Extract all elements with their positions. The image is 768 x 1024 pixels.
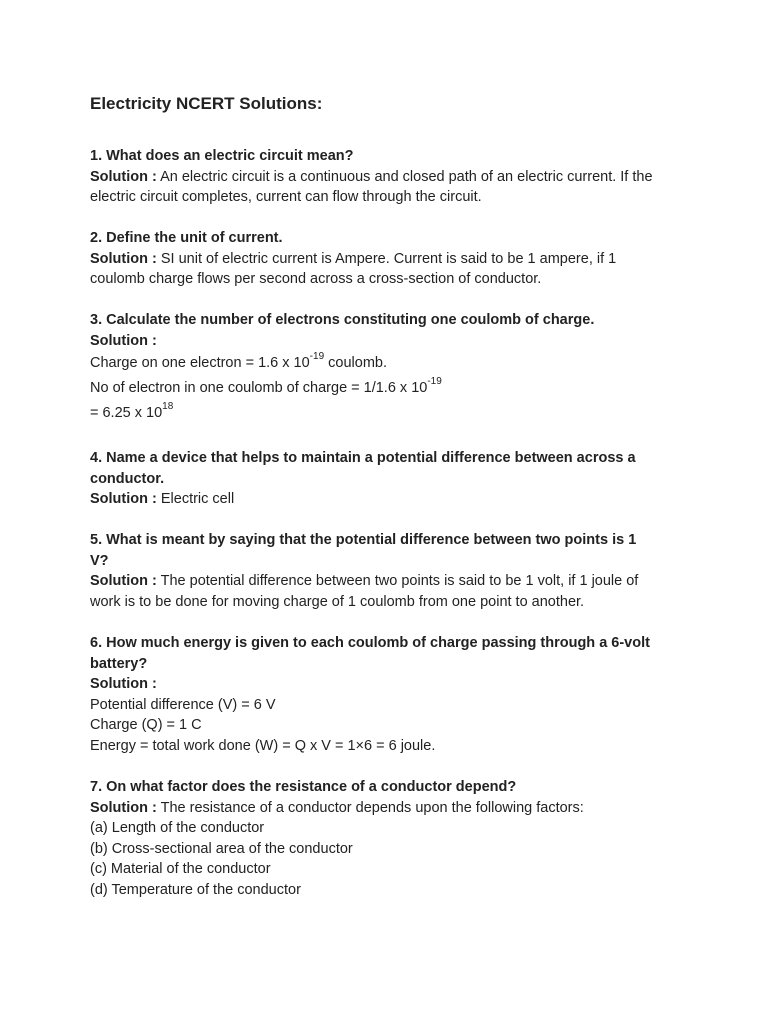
question-3: 3. Calculate the number of electrons constituting one coulomb of charge. xyxy=(90,312,595,328)
answer-6-line-3: Energy = total work done (W) = Q x V = 1×6 = 6 joule. xyxy=(90,737,436,754)
answer-2-line-1 xyxy=(90,249,690,270)
solution-label: Solution : xyxy=(90,250,157,267)
qa-block-5 xyxy=(90,530,690,612)
answer-6-line-1: Potential difference (V) = 6 V xyxy=(90,696,276,713)
answer-3-line-1-exponent: -19 xyxy=(309,351,325,363)
factor-item: (a) Length of the conductor xyxy=(90,820,265,837)
answer-7-intro xyxy=(90,798,690,819)
factor-item: (d) Temperature of the conductor xyxy=(90,881,301,898)
qa-block-7 xyxy=(90,777,690,901)
question-7: 7. On what factor does the resistance of a conductor depend? xyxy=(90,779,517,795)
question-6-line-1: 6. How much energy is given to each coulomb of charge passing through a 6-volt xyxy=(90,635,650,651)
answer-3-line-1-unit: coulomb. xyxy=(324,355,387,372)
qa-block-2 xyxy=(90,228,690,290)
answer-3-line-3-exponent: 18 xyxy=(162,401,174,413)
answer-3-line-3 xyxy=(90,401,690,426)
answer-1-line-2: electric circuit completes, current can flow through the circuit. xyxy=(90,189,482,206)
question-5-line-1: 5. What is meant by saying that the potential difference between two points is 1 xyxy=(90,532,637,548)
qa-block-4 xyxy=(90,448,690,510)
answer-3-line-1-text: Charge on one electron = 1.6 x 10 xyxy=(90,355,310,372)
page-title: Electricity NCERT Solutions: xyxy=(90,94,323,113)
qa-block-1 xyxy=(90,146,690,208)
answer-2-text: SI unit of electric current is Ampere. Current is said to be 1 ampere, if 1 xyxy=(156,250,617,267)
answer-5-text: The potential difference between two points is said to be 1 volt, if 1 joule of xyxy=(156,573,639,590)
answer-1-text: An electric circuit is a continuous and closed path of an electric current. If the xyxy=(156,168,653,185)
solution-3-label: Solution : xyxy=(90,332,157,349)
answer-5-line-2: work is to be done for moving charge of 1 coulomb from one point to another. xyxy=(90,593,585,610)
answer-3-line-2-text: No of electron in one coulomb of charge = 1/1.6 x 10 xyxy=(90,380,428,397)
answer-2-line-2: coulomb charge flows per second across a cross-section of conductor. xyxy=(90,271,542,288)
answer-4 xyxy=(90,489,690,510)
answer-4-text: Electric cell xyxy=(156,491,235,508)
solution-label: Solution : xyxy=(90,799,157,816)
question-4-line-1: 4. Name a device that helps to maintain a potential difference between across a xyxy=(90,450,636,466)
answer-3-line-2 xyxy=(90,376,690,401)
question-1: 1. What does an electric circuit mean? xyxy=(90,148,354,164)
question-4-line-2: conductor. xyxy=(90,470,165,487)
answer-1-line-1 xyxy=(90,167,690,188)
answer-5-line-1 xyxy=(90,571,690,592)
solution-6-label: Solution : xyxy=(90,676,157,693)
question-5-line-2: V? xyxy=(90,552,109,569)
answer-3-line-2-exponent: -19 xyxy=(427,376,442,388)
answer-6-line-2: Charge (Q) = 1 C xyxy=(90,717,202,734)
solution-label: Solution : xyxy=(90,168,157,185)
qa-block-3 xyxy=(90,310,690,426)
factor-item: (c) Material of the conductor xyxy=(90,861,271,878)
question-2: 2. Define the unit of current. xyxy=(90,230,283,246)
answer-7-text: The resistance of a conductor depends upon the following factors: xyxy=(156,799,584,816)
solution-label: Solution : xyxy=(90,573,157,590)
solution-label: Solution : xyxy=(90,491,157,508)
answer-3-line-1 xyxy=(90,351,690,376)
question-6-line-2: battery? xyxy=(90,655,148,672)
factor-item: (b) Cross-sectional area of the conductor xyxy=(90,840,353,857)
answer-3-line-3-text: = 6.25 x 10 xyxy=(90,405,163,422)
qa-block-6 xyxy=(90,633,690,757)
